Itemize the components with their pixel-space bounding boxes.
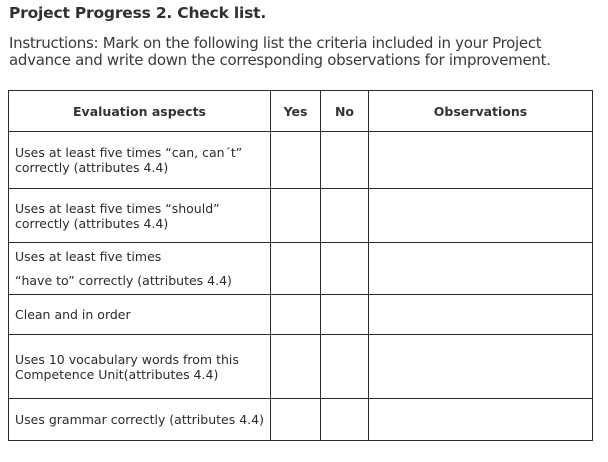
header-evaluation-aspects: Evaluation aspects — [9, 91, 271, 132]
header-yes: Yes — [271, 91, 321, 132]
no-cell[interactable] — [321, 295, 369, 335]
table-row — [9, 243, 593, 295]
observations-cell[interactable] — [369, 399, 593, 441]
aspect-text-line1: Uses grammar correctly (attributes 4.4) — [15, 412, 264, 427]
aspect-text-line1: Uses at least five times — [15, 249, 162, 264]
table-row — [9, 335, 593, 399]
table-row — [9, 132, 593, 189]
page-title: Project Progress 2. Check list. — [9, 4, 267, 22]
observations-cell[interactable] — [369, 189, 593, 243]
aspect-text-line1: Uses 10 vocabulary words from this — [15, 351, 239, 367]
observations-cell[interactable] — [369, 295, 593, 335]
yes-cell[interactable] — [271, 399, 321, 441]
yes-cell[interactable] — [271, 243, 321, 295]
aspect-text-line2: Competence Unit(attributes 4.4) — [15, 366, 219, 382]
observations-cell[interactable] — [369, 132, 593, 189]
instructions-text: Instructions: Mark on the following list the criteria included in your Project advance and write down the corresponding observations for improvement. — [9, 34, 551, 69]
aspect-cell — [9, 295, 271, 335]
table-row — [9, 295, 593, 335]
aspect-cell — [9, 132, 271, 189]
yes-cell[interactable] — [271, 132, 321, 189]
aspect-text-line2: correctly (attributes 4.4) — [15, 160, 169, 175]
header-no: No — [321, 91, 369, 132]
aspect-cell — [9, 243, 271, 295]
aspect-text-line1: Clean and in order — [15, 307, 131, 322]
aspect-cell — [9, 189, 271, 243]
yes-cell[interactable] — [271, 335, 321, 399]
aspect-text-line1: Uses at least five times “should” — [15, 200, 220, 216]
table-row — [9, 399, 593, 441]
header-observations: Observations — [369, 91, 593, 132]
observations-cell[interactable] — [369, 243, 593, 295]
aspect-cell — [9, 335, 271, 399]
aspect-text-line2: “have to” correctly (attributes 4.4) — [15, 273, 232, 288]
checklist-table — [8, 90, 593, 441]
no-cell[interactable] — [321, 132, 369, 189]
no-cell[interactable] — [321, 189, 369, 243]
yes-cell[interactable] — [271, 189, 321, 243]
aspect-text-line2: correctly (attributes 4.4) — [15, 215, 169, 231]
aspect-cell — [9, 399, 271, 441]
yes-cell[interactable] — [271, 295, 321, 335]
no-cell[interactable] — [321, 243, 369, 295]
no-cell[interactable] — [321, 335, 369, 399]
table-row — [9, 189, 593, 243]
header-row — [9, 91, 593, 132]
no-cell[interactable] — [321, 399, 369, 441]
aspect-text-line1: Uses at least five times “can, can´t” — [15, 145, 243, 160]
observations-cell[interactable] — [369, 335, 593, 399]
